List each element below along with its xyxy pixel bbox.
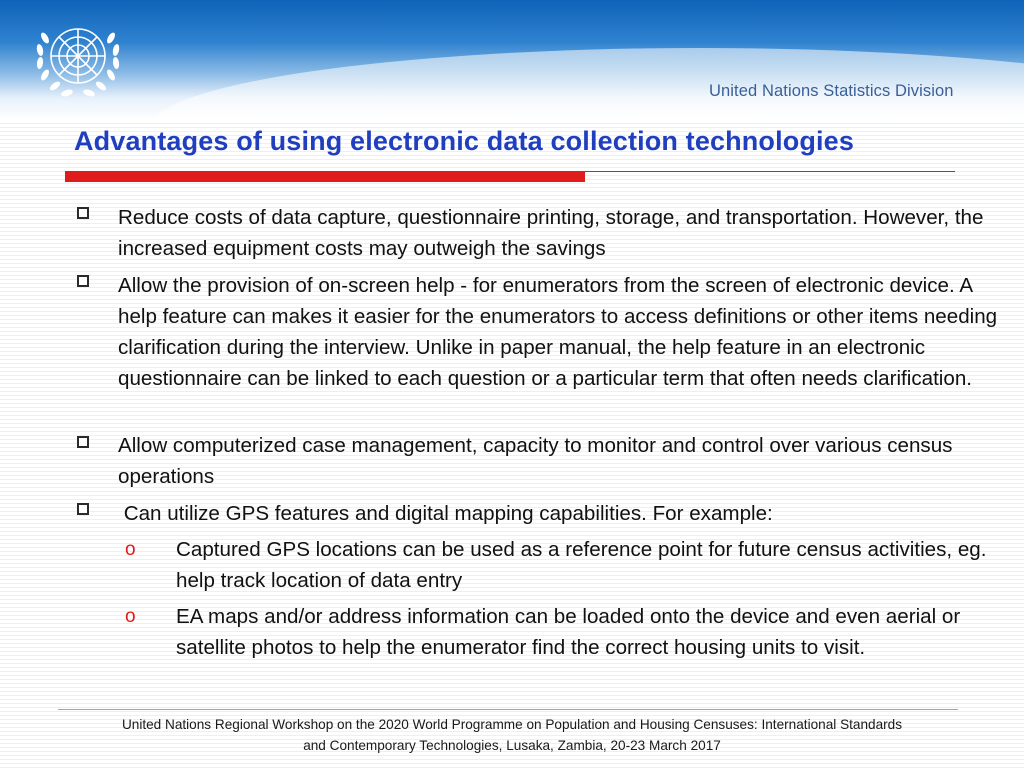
bullet-text: Can utilize GPS features and digital mapping capabilities. For example: bbox=[118, 502, 773, 525]
bullet-text: Allow computerized case management, capacity to monitor and control over various census operations bbox=[118, 434, 953, 488]
checkbox-bullet-icon bbox=[77, 436, 89, 448]
footer-line-1: United Nations Regional Workshop on the 2020 World Programme on Population and Housing Censuses: International Standards bbox=[121, 717, 903, 732]
organization-name: United Nations Statistics Division bbox=[709, 82, 954, 100]
title-underline-thin bbox=[585, 171, 955, 172]
sub-bullet-text: EA maps and/or address information can be loaded onto the device and even aerial or satellite photos to help the enumerator find the correct housing units to visit. bbox=[176, 605, 961, 659]
bullet-text: Reduce costs of data capture, questionnaire printing, storage, and transportation. However, the increased equipment costs may outweigh the savings bbox=[118, 206, 984, 260]
checkbox-bullet-icon bbox=[77, 275, 89, 287]
sub-bullet-marker: o bbox=[125, 539, 136, 560]
bullet-text: Allow the provision of on-screen help - for enumerators from the screen of electronic device. A help feature can makes it easier for the enumerators to access definitions or other items needing clarification during the interview. Unlike in paper manual, the help feature in an electronic questionnaire can be linked to each question or a particular term that often needs clarification. bbox=[118, 274, 998, 390]
footer-line-2: and Contemporary Technologies, Lusaka, Zambia, 20-23 March 2017 bbox=[303, 738, 721, 753]
sub-bullet-text: Captured GPS locations can be used as a reference point for future census activities, eg. help track location of data entry bbox=[176, 538, 987, 592]
un-emblem-icon bbox=[28, 8, 128, 108]
slide-header bbox=[0, 0, 1024, 120]
checkbox-bullet-icon bbox=[77, 503, 89, 515]
title-underline bbox=[65, 171, 585, 182]
slide-title: Advantages of using electronic data collection technologies bbox=[74, 126, 854, 156]
slide-footer bbox=[40, 714, 984, 756]
sub-bullet-marker: o bbox=[125, 606, 136, 627]
checkbox-bullet-icon bbox=[77, 207, 89, 219]
footer-divider bbox=[58, 709, 958, 710]
